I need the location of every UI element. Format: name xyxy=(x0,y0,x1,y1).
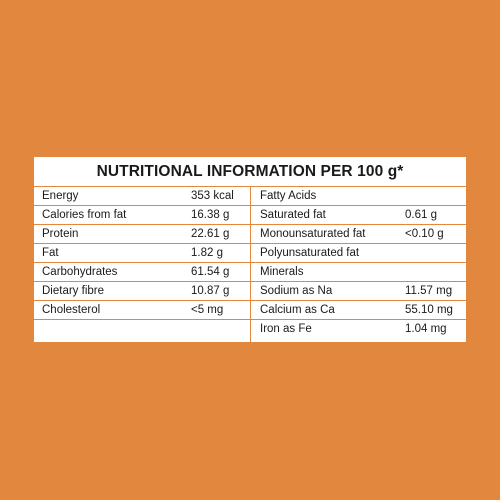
row-label: Cholesterol xyxy=(42,304,101,316)
row-label: Energy xyxy=(42,190,79,202)
row-value: 55.10 mg xyxy=(405,304,453,316)
table-row xyxy=(34,206,250,225)
nutrition-table xyxy=(34,157,466,342)
right-column xyxy=(250,187,466,342)
row-value: 0.61 g xyxy=(405,209,437,221)
row-value: 10.87 g xyxy=(191,285,230,297)
row-value: 22.61 g xyxy=(191,228,230,240)
row-label: Monounsaturated fat xyxy=(260,228,366,240)
table-row xyxy=(34,244,250,263)
row-label: Fatty Acids xyxy=(260,190,317,202)
table-row xyxy=(34,282,250,301)
table-row xyxy=(251,301,466,320)
row-label: Sodium as Na xyxy=(260,285,333,297)
row-label: Carbohydrates xyxy=(42,266,118,278)
row-label: Saturated fat xyxy=(260,209,326,221)
table-row xyxy=(251,225,466,244)
left-column xyxy=(34,187,250,342)
row-value: 1.82 g xyxy=(191,247,223,259)
row-label: Fat xyxy=(42,247,59,259)
row-value: 11.57 mg xyxy=(405,285,453,297)
table-title: NUTRITIONAL INFORMATION PER 100 g* xyxy=(34,157,466,187)
row-value: 61.54 g xyxy=(191,266,230,278)
row-value: <0.10 g xyxy=(405,228,444,240)
table-row xyxy=(251,206,466,225)
row-value: <5 mg xyxy=(191,304,224,316)
table-row xyxy=(34,187,250,206)
row-label: Dietary fibre xyxy=(42,285,104,297)
row-label: Polyunsaturated fat xyxy=(260,247,360,259)
row-label: Calcium as Ca xyxy=(260,304,335,316)
table-row xyxy=(251,320,466,339)
table-row xyxy=(251,187,466,206)
row-value: 16.38 g xyxy=(191,209,230,221)
row-value: 1.04 mg xyxy=(405,323,447,335)
table-row xyxy=(34,263,250,282)
row-label: Iron as Fe xyxy=(260,323,312,335)
row-label: Protein xyxy=(42,228,79,240)
row-label: Minerals xyxy=(260,266,304,278)
table-row xyxy=(34,301,250,320)
table-row xyxy=(34,225,250,244)
row-label: Calories from fat xyxy=(42,209,127,221)
table-row xyxy=(251,263,466,282)
table-row xyxy=(251,244,466,263)
table-body xyxy=(34,187,466,342)
row-value: 353 kcal xyxy=(191,190,234,202)
table-row xyxy=(251,282,466,301)
